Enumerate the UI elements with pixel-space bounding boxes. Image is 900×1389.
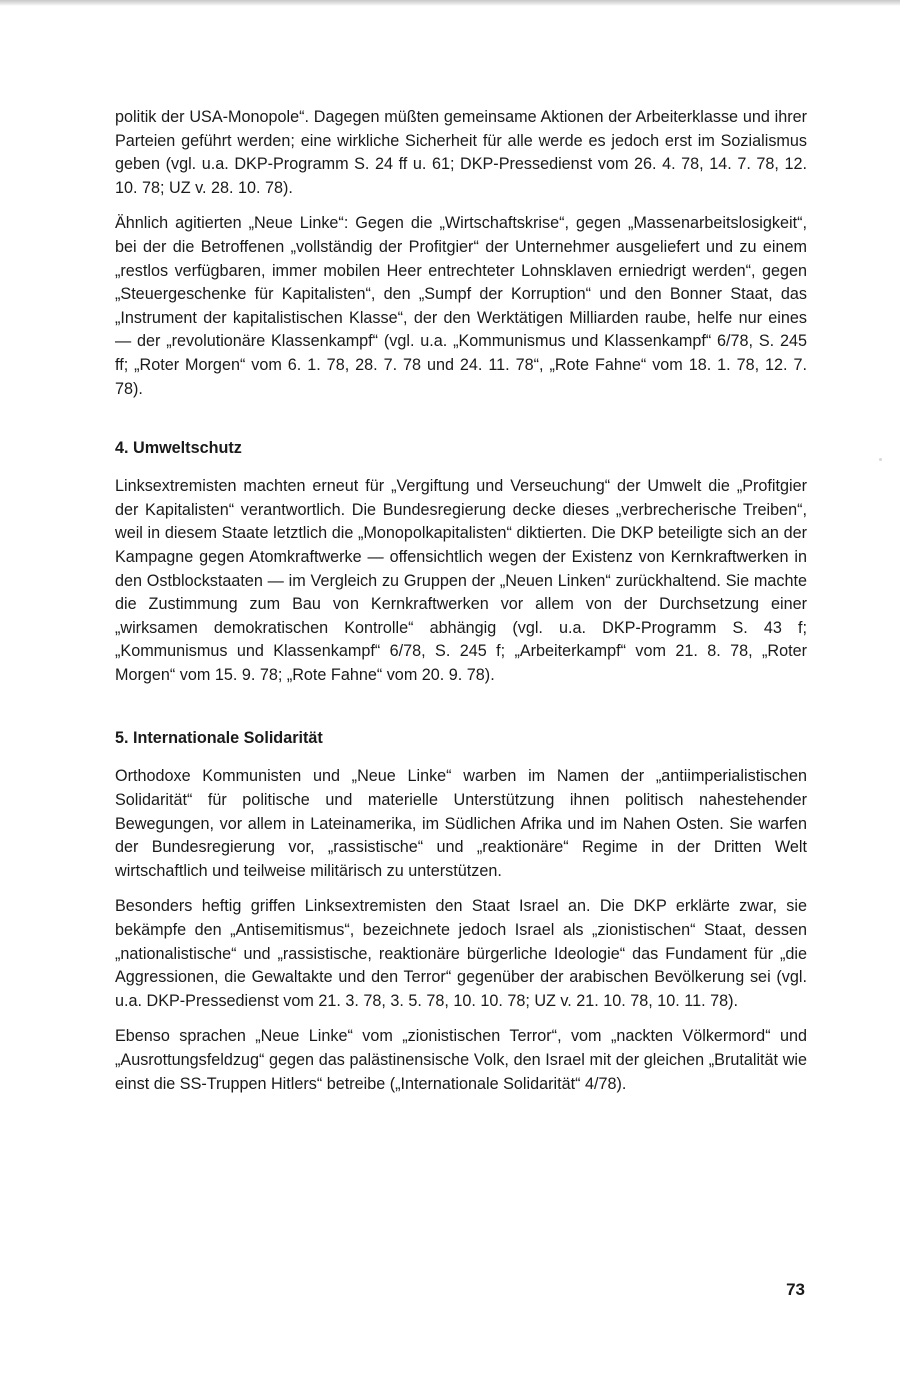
section-heading-umweltschutz: 4. Umweltschutz [115,439,242,458]
paragraph-neue-linke-israel: Ebenso sprachen „Neue Linke“ vom „zionistischen Terror“, vom „nackten Völkermord“ und „Ausrottungsfeldzug“ gegen das palästinensische Volk, den Israel mit der gleichen „Brutalität wie einst die SS-Truppen Hitlers“ betreibe („Internationale Solidarität“ 4/78). [115,1027,807,1093]
paragraph-antiimperialistische-solidaritaet: Orthodoxe Kommunisten und „Neue Linke“ warben im Namen der „antiimperialistischen Solidarität“ für politische und materielle Unterstützung ihnen politisch nahestehender Bewegungen, vor allem in Lateinamerika, im Südlichen Afrika und im Nahen Osten. Sie warfen der Bundesregierung vor, „rassistische“ und „reaktionäre“ Regime in der Dritten Welt wirtschaftlich und teilweise militärisch zu unterstützen. [115,767,807,880]
paragraph-umweltschutz: Linksextremisten machten erneut für „Vergiftung und Verseuchung“ der Umwelt die „Profitgier der Kapitalisten“ verantwortlich. Die Bundesregierung decke dieses „verbrecherische Treiben“, weil in diesem Staate letztlich die „Monopolkapitalisten“ diktierten. Die DKP beteiligte sich an der Kampagne gegen Atomkraftwerke — offensichtlich wegen der Existenz von Kernkraftwerken in den Ostblockstaaten — im Vergleich zu Gruppen der „Neuen Linken“ zurückhaltend. Sie machte die Zustimmung zum Bau von Kernkraftwerken vor allem von der Durchsetzung einer „wirksamen demokratischen Kontrolle“ abhängig (vgl. u.a. DKP-Programm S. 43 f; „Kommunismus und Klassenkampf“ 6/78, S. 245 f; „Arbeiterkampf“ vom 21. 8. 78, „Roter Morgen“ vom 15. 9. 78; „Rote Fahne“ vom 20. 9. 78). [115,477,807,684]
page-number: 73 [786,1280,805,1299]
paragraph-israel-dkp: Besonders heftig griffen Linksextremisten den Staat Israel an. Die DKP erklärte zwar, sie bekämpfe den „Antisemitismus“, bezeichnete jedoch Israel als „zionistischen“ Staat, dessen „nationalistische“ und „rassistische, reaktionäre bürgerliche Ideologie“ das Fundament für „die Aggressionen, die Gewaltakte und den Terror“ gegenüber der arabischen Bevölkerung sei (vgl. u.a. DKP-Pressedienst vom 21. 3. 78, 3. 5. 78, 10. 10. 78; UZ v. 21. 10. 78, 10. 11. 78). [115,897,807,1010]
paragraph-usa-monopole: politik der USA-Monopole“. Dagegen müßten gemeinsame Aktionen der Arbeiterklasse und ihrer Parteien geführt werden; eine wirkliche Sicherheit für alle werde es jedoch erst im Sozialismus geben (vgl. u.a. DKP-Programm S. 24 ff u. 61; DKP-Pressedienst vom 26. 4. 78, 14. 7. 78, 12. 10. 78; UZ v. 28. 10. 78). [115,108,807,197]
scan-top-edge [0,0,900,6]
scan-speck [879,458,882,461]
paragraph-neue-linke-agitation: Ähnlich agitierten „Neue Linke“: Gegen die „Wirtschaftskrise“, gegen „Massenarbeitslosigkeit“, bei der die Betroffenen „vollständig der Profitgier“ der Unternehmer ausgeliefert und zu einem „restlos verfügbaren, immer mobilen Heer entrechteter Lohnsklaven erniedrigt werden“, gegen „Steuergeschenke für Kapitalisten“, den „Sumpf der Korruption“ und den Bonner Staat, das „Instrument der kapitalistischen Klasse“, der den Werktätigen Milliarden raube, helfe nur eines — der „revolutionäre Klassenkampf“ (vgl. u.a. „Kommunismus und Klassenkampf“ 6/78, S. 245 ff; „Roter Morgen“ vom 6. 1. 78, 28. 7. 78 und 24. 11. 78“, „Rote Fahne“ vom 18. 1. 78, 12. 7. 78). [115,214,807,398]
section-heading-internationale-solidaritaet: 5. Internationale Solidarität [115,729,323,748]
page-body [115,106,807,1096]
